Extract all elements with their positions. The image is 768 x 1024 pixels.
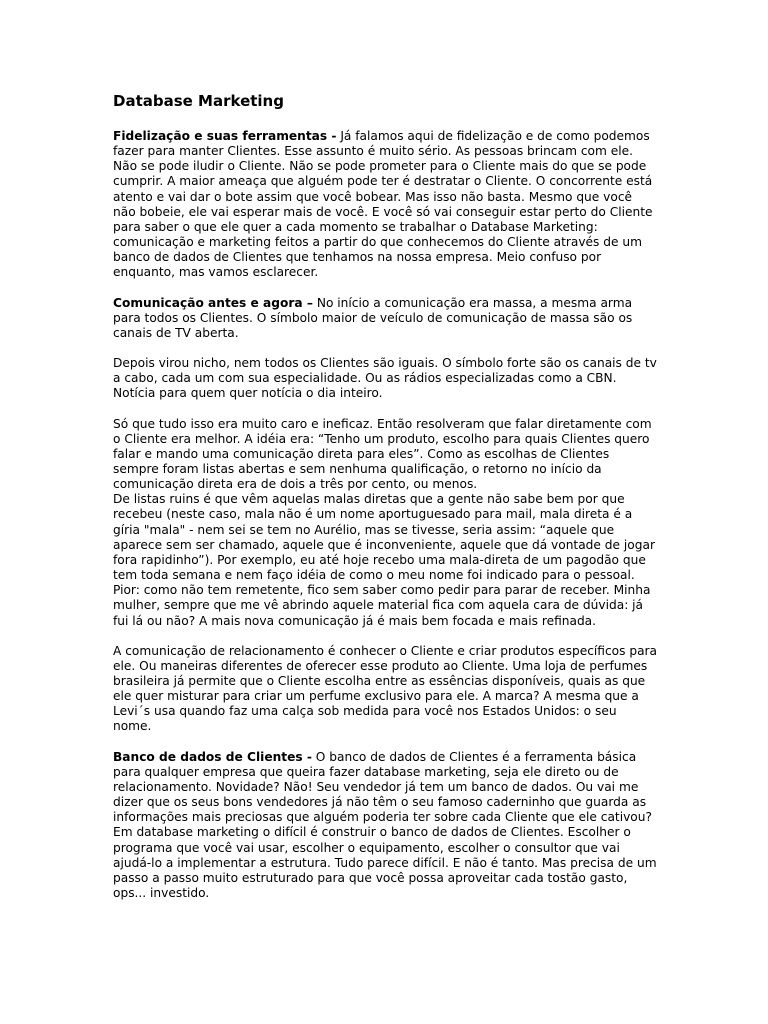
paragraph-banco <box>113 750 658 902</box>
document-title: Database Marketing <box>113 92 284 110</box>
paragraph-fidelizacao <box>113 129 658 281</box>
paragraph-comunicacao <box>113 296 658 341</box>
heading-banco: Banco de dados de Clientes - <box>113 749 312 764</box>
text-banco: O banco de dados de Clientes é a ferramenta básica para qualquer empresa que queira fazer database marketing, seja ele direto ou de relacionamento. Novidade? Não! Seu vendedor já tem um banco de dados. Ou vai me dizer que os seus bons vendedores já não têm o seu famoso caderninho que guarda as informações mais preciosas que alguém poderia ter sobre cada Cliente que ele cativou? Em database marketing o difícil é construir o banco de dados de Clientes. Escolher o programa que você vai usar, escolher o equipamento, escolher o consultor que vai ajudá-lo a implementar a estrutura. Tudo parece difícil. E não é tanto. Mas precisa de um passo a passo muito estruturado para que você possa aproveitar cada tostão gasto, ops... investido. <box>113 749 657 901</box>
text-comunicacao: No início a comunicação era massa, a mesma arma para todos os Clientes. O símbolo maior de veículo de comunicação de massa são os canais de TV aberta. <box>113 295 633 340</box>
document-page <box>113 90 658 916</box>
heading-fidelizacao: Fidelização e suas ferramentas - <box>113 129 337 143</box>
text-fidelizacao: Já falamos aqui de fidelização e de como podemos fazer para manter Clientes. Esse assunto é muito sério. As pessoas brincam com ele. Não se pode iludir o Cliente. Não se pode prometer para o Cliente mais do que se pode cumprir. A maior ameaça que alguém pode ter é destratar o Cliente. O concorrente está atento e vai dar o bote assim que você bobear. Mas isso não basta. Mesmo que você não bobeie, ele vai esperar mais de você. E você só vai conseguir estar perto do Cliente para saber o que ele quer a cada momento se trabalhar o Database Marketing: comunicação e marketing feitos a partir do que conhecemos do Cliente através de um banco de dados de Clientes que tenhamos na nossa empresa. Meio confuso por enquanto, mas vamos esclarecer. <box>113 129 653 280</box>
paragraph-nicho: Depois virou nicho, nem todos os Clientes são iguais. O símbolo forte são os canais de tv a cabo, cada um com sua especialidade. Ou as rádios especializadas como a CBN. Notícia para quem quer notícia o dia inteiro. <box>113 356 657 401</box>
paragraph-direta: Só que tudo isso era muito caro e ineficaz. Então resolveram que falar diretamente com o Cliente era melhor. A idéia era: “Tenho um produto, escolho para quais Clientes quero falar e mando uma comunicação direta para eles”. Como as escolhas de Clientes sempre foram listas abertas e sem nenhuma qualificação, o retorno no início da comunicação direta era de dois a três por cento, ou menos. <box>113 416 652 492</box>
heading-comunicacao: Comunicação antes e agora – <box>113 295 313 310</box>
paragraph-relacionamento: A comunicação de relacionamento é conhecer o Cliente e criar produtos específicos para ele. Ou maneiras diferentes de oferecer esse produto ao Cliente. Uma loja de perfumes brasileira já permite que o Cliente escolha entre as essências disponíveis, quais as que ele quer misturar para criar um perfume exclusivo para ele. A marca? A mesma que a Levi´s usa quando faz uma calça sob medida para você nos Estados Unidos: o seu nome. <box>113 643 658 734</box>
paragraph-listas: De listas ruins é que vêm aquelas malas diretas que a gente não sabe bem por que recebeu (neste caso, mala não é um nome aportuguesado para mail, mala direta é a gíria "mala" - nem sei se tem no Aurélio, mas se tivesse, seria assim: “aquele que aparece sem ser chamado, aquele que é inconveniente, aquele que dá vontade de jogar fora rapidinho”). Por exemplo, eu até hoje recebo uma mala-direta de um pagodão que tem toda semana e nem faço idéia de como o meu nome foi indicado para o pessoal. Pior: como não tem remetente, fico sem saber como pedir para parar de receber. Minha mulher, sempre que me vê abrindo aquele material fica com aquela cara de dúvida: já fui lá ou não? A mais nova comunicação já é mais bem focada e mais refinada. <box>113 492 655 628</box>
